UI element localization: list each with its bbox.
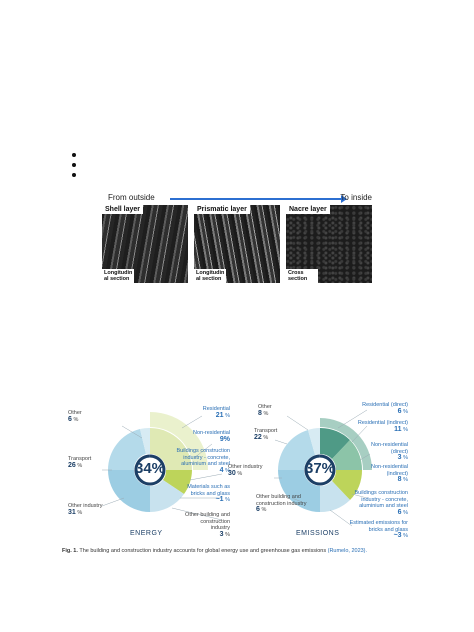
panel-title: Prismatic layer (194, 205, 250, 214)
energy-label-other-industry: Other industry 31 % (68, 503, 103, 516)
caption-prefix: Fig. 1. (62, 548, 78, 554)
energy-label-other: Other 6 % (68, 410, 82, 423)
panel-title: Shell layer (102, 205, 143, 214)
panel-section-label: Cross section (286, 269, 318, 283)
direction-arrow-icon (170, 198, 342, 200)
micrograph-figure (100, 193, 376, 288)
energy-label-other-building: Other building and construction industry 3 % (185, 512, 230, 538)
caption-text: The building and construction industry accounts for global energy use and greenhouse gas emissions (79, 548, 327, 554)
emissions-label-nonresidential-indirect: Non-residential (indirect) 8 % (371, 464, 408, 483)
emissions-label-nonresidential-direct: Non-residential (direct) 3 % (371, 442, 408, 461)
emissions-label-other-building: Other building and construction industry 6 % (256, 494, 307, 513)
shell-layer-image (102, 205, 188, 283)
emissions-label-residential-indirect: Residential (indirect) 11 % (357, 420, 408, 433)
panel-section-label: Longitudin al section (196, 270, 225, 282)
caption-citation: (Rumelo, 2023). (327, 548, 368, 554)
nacre-layer-image (286, 205, 372, 283)
energy-label-nonresidential: Non-residential 9% (193, 430, 230, 443)
to-inside-label: To inside (340, 193, 372, 202)
emissions-label-bricks-glass: Estimated emissions for bricks and glass ~3 % (349, 520, 408, 539)
emissions-label-transport: Transport 22 % (254, 428, 278, 441)
emissions-label-construction: Buildings construction industry - concrete, aluminium and steel 6 % (354, 490, 408, 516)
energy-title: ENERGY (130, 530, 163, 537)
energy-label-construction: Buildings construction industry - concrete, aluminium and steel 4 % (176, 448, 230, 474)
panel-title: Nacre layer (286, 205, 330, 214)
emissions-label-residential-direct: Residential (direct) 6 % (362, 402, 408, 415)
energy-label-transport: Transport 26 % (68, 456, 92, 469)
energy-center-value: 34% (135, 460, 166, 477)
direction-row (100, 193, 376, 205)
panel-section-label: Longitudin al section (104, 270, 133, 282)
prismatic-layer-image (194, 205, 280, 283)
emissions-label-other: Other 8 % (258, 404, 272, 417)
energy-emissions-figure (62, 398, 414, 560)
energy-label-bricks-glass: Materials such as bricks and glass ~1 % (187, 484, 230, 503)
emissions-label-other-industry: Other industry 30 % (228, 464, 263, 477)
from-outside-label: From outside (108, 193, 155, 202)
energy-label-residential: Residential 21 % (202, 406, 230, 419)
emissions-title: EMISSIONS (296, 530, 340, 537)
emissions-center-value: 37% (305, 460, 336, 477)
figure-caption (62, 548, 414, 554)
